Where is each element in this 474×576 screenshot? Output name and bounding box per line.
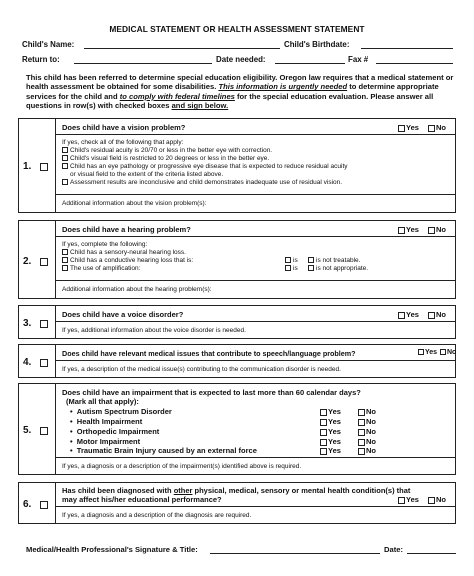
question-row xyxy=(56,306,455,322)
section-number-cell xyxy=(19,306,56,338)
option-label: Child has a sensory-neural hearing loss. xyxy=(70,249,186,256)
yes-checkbox[interactable] xyxy=(398,497,405,504)
signature-date-label: Date: xyxy=(384,545,403,554)
yes-label: Yes xyxy=(328,446,341,455)
intro-paragraph: This child has been referred to determine special education eligibility. Oregon law requires that a medical statement or health assessment be obtained for some disabilities. This information is urgently needed to determine appropriate services for the child and to comply with federal timelines for the special education evaluation. Please answer all questions in row(s) with checked boxes and sign below. xyxy=(26,73,454,111)
section-number: 6. xyxy=(23,499,32,510)
yes-label: Yes xyxy=(425,349,438,356)
impairment-item: • Traumatic Brain Injury caused by an external force xyxy=(70,446,257,455)
section-other-conditions xyxy=(18,482,456,524)
additional-info-label: Additional information about the hearing problem(s): xyxy=(62,286,212,293)
option-checkbox[interactable] xyxy=(62,257,68,263)
no-checkbox[interactable] xyxy=(358,448,365,455)
yes-label: Yes xyxy=(406,495,419,504)
section-number: 2. xyxy=(23,256,32,267)
question-text: Has child been diagnosed with other physical, medical, sensory or mental health condition(s) that xyxy=(62,486,411,495)
no-label: No xyxy=(436,123,446,132)
question-text: Does child have a hearing problem? xyxy=(62,225,191,234)
yes-label: Yes xyxy=(328,437,341,446)
page-title: MEDICAL STATEMENT OR HEALTH ASSESSMENT STATEMENT xyxy=(109,24,365,34)
question-text-continued: may affect his/her educational performance? xyxy=(62,495,222,504)
impairment-item: • Motor Impairment xyxy=(70,437,141,446)
no-checkbox[interactable] xyxy=(428,125,435,132)
question-row xyxy=(56,345,455,361)
is-appropriate-label: is xyxy=(293,265,298,272)
signature-label: Medical/Health Professional's Signature & Title: xyxy=(26,545,198,554)
option-checkbox[interactable] xyxy=(62,265,68,271)
additional-info-row xyxy=(56,281,455,300)
yes-checkbox[interactable] xyxy=(320,419,327,426)
fax-label: Fax # xyxy=(348,55,369,64)
not-treatable-checkbox[interactable] xyxy=(308,257,314,263)
signature-date-field[interactable] xyxy=(407,545,456,554)
no-label: No xyxy=(436,495,446,504)
option-checkbox[interactable] xyxy=(62,163,68,169)
details-lead: If yes, complete the following: xyxy=(62,241,148,248)
question-subtext: (Mark all that apply): xyxy=(66,397,139,406)
additional-info-row xyxy=(56,195,455,214)
date-needed-label: Date needed: xyxy=(216,55,266,64)
no-checkbox[interactable] xyxy=(358,429,365,436)
note-text: If yes, a diagnosis and a description of the diagnosis are required. xyxy=(62,512,252,519)
option-label: Child's residual acuity is 20/70 or less in the better eye with correction. xyxy=(70,147,273,154)
impairment-item: • Health Impairment xyxy=(70,417,143,426)
option-checkbox[interactable] xyxy=(62,155,68,161)
yes-label: Yes xyxy=(328,417,341,426)
question-row xyxy=(56,221,455,237)
birthdate-field[interactable] xyxy=(361,40,453,49)
question-text: Does child have relevant medical issues that contribute to speech/language problem? xyxy=(62,349,356,358)
additional-info-label: Additional information about the vision problem(s): xyxy=(62,200,207,207)
no-label: No xyxy=(436,310,446,319)
note-row xyxy=(56,507,455,525)
no-label: No xyxy=(366,417,376,426)
note-text: If yes, a diagnosis or a description of the impairment(s) identified above is required. xyxy=(62,463,302,470)
is-treatable-checkbox[interactable] xyxy=(285,257,291,263)
yes-checkbox[interactable] xyxy=(320,439,327,446)
option-label-continued: or visual field to the extent of the criteria listed above. xyxy=(70,171,224,178)
section-number: 1. xyxy=(23,161,32,172)
no-label: No xyxy=(366,427,376,436)
fax-field[interactable] xyxy=(376,55,453,64)
child-name-field[interactable] xyxy=(84,40,280,49)
option-checkbox[interactable] xyxy=(62,249,68,255)
is-treatable-label: is xyxy=(293,257,298,264)
signature-field[interactable] xyxy=(210,545,380,554)
section-number: 4. xyxy=(23,357,32,368)
note-row xyxy=(56,458,455,476)
option-label: Assessment results are inconclusive and child demonstrates inadequate use of residual vision. xyxy=(70,179,343,186)
yes-checkbox[interactable] xyxy=(398,227,405,234)
no-checkbox[interactable] xyxy=(358,439,365,446)
not-appropriate-label: is not appropriate. xyxy=(316,265,369,272)
no-checkbox[interactable] xyxy=(428,312,435,319)
question-row xyxy=(56,119,455,135)
is-appropriate-checkbox[interactable] xyxy=(285,265,291,271)
yes-checkbox[interactable] xyxy=(320,448,327,455)
section-select-checkbox[interactable] xyxy=(40,427,48,435)
section-select-checkbox[interactable] xyxy=(40,359,48,367)
section-select-checkbox[interactable] xyxy=(40,320,48,328)
no-checkbox[interactable] xyxy=(358,409,365,416)
yes-checkbox[interactable] xyxy=(320,429,327,436)
details-lead: If yes, check all of the following that apply: xyxy=(62,139,184,146)
question-text: Does child have an impairment that is expected to last more than 60 calendar days? xyxy=(62,388,361,397)
no-checkbox[interactable] xyxy=(440,349,446,355)
section-select-checkbox[interactable] xyxy=(40,258,48,266)
question-text: Does child have a vision problem? xyxy=(62,123,186,132)
section-number-cell xyxy=(19,483,56,523)
yes-checkbox[interactable] xyxy=(418,349,424,355)
no-checkbox[interactable] xyxy=(428,497,435,504)
question-row xyxy=(56,483,455,507)
question-text: Does child have a voice disorder? xyxy=(62,310,184,319)
section-impairment xyxy=(18,383,456,475)
section-number-cell xyxy=(19,221,56,298)
section-number-cell xyxy=(19,345,56,377)
hearing-details xyxy=(56,237,455,281)
note-row xyxy=(56,361,455,379)
section-hearing xyxy=(18,220,456,299)
no-label: No xyxy=(366,446,376,455)
no-label: No xyxy=(447,349,457,356)
no-checkbox[interactable] xyxy=(428,227,435,234)
option-label: Child's visual field is restricted to 20 degrees or less in the better eye. xyxy=(70,155,270,162)
not-appropriate-checkbox[interactable] xyxy=(308,265,314,271)
not-treatable-label: is not treatable. xyxy=(316,257,361,264)
impairment-question-block xyxy=(56,384,455,458)
section-speech-language xyxy=(18,344,456,378)
note-text: If yes, a description of the medical issue(s) contributing to the communication disorder is needed. xyxy=(62,366,341,373)
vision-details xyxy=(56,135,455,195)
option-label: Child has an eye pathology or progressive eye disease that is expected to reduce residual acuity xyxy=(70,163,348,170)
no-label: No xyxy=(366,437,376,446)
section-number: 3. xyxy=(23,318,32,329)
section-select-checkbox[interactable] xyxy=(40,163,48,171)
birthdate-label: Child's Birthdate: xyxy=(284,40,350,49)
child-name-label: Child's Name: xyxy=(22,40,75,49)
section-number-cell xyxy=(19,119,56,212)
section-voice xyxy=(18,305,456,339)
no-label: No xyxy=(366,407,376,416)
yes-label: Yes xyxy=(406,123,419,132)
option-label: The use of amplification: xyxy=(70,265,141,272)
option-label: Child has a conductive hearing loss that is: xyxy=(70,257,194,264)
date-needed-field[interactable] xyxy=(275,55,345,64)
return-to-label: Return to: xyxy=(22,55,60,64)
option-checkbox[interactable] xyxy=(62,147,68,153)
yes-checkbox[interactable] xyxy=(398,312,405,319)
no-label: No xyxy=(436,225,446,234)
impairment-item: • Autism Spectrum Disorder xyxy=(70,407,172,416)
impairment-item: • Orthopedic Impairment xyxy=(70,427,160,436)
yes-label: Yes xyxy=(328,427,341,436)
section-vision xyxy=(18,118,456,213)
return-to-field[interactable] xyxy=(74,55,212,64)
yes-checkbox[interactable] xyxy=(320,409,327,416)
no-checkbox[interactable] xyxy=(358,419,365,426)
section-select-checkbox[interactable] xyxy=(40,501,48,509)
note-text: If yes, additional information about the voice disorder is needed. xyxy=(62,327,246,334)
note-row xyxy=(56,322,455,340)
yes-checkbox[interactable] xyxy=(398,125,405,132)
section-number-cell xyxy=(19,384,56,474)
yes-label: Yes xyxy=(406,225,419,234)
yes-label: Yes xyxy=(406,310,419,319)
option-checkbox[interactable] xyxy=(62,179,68,185)
section-number: 5. xyxy=(23,425,32,436)
yes-label: Yes xyxy=(328,407,341,416)
